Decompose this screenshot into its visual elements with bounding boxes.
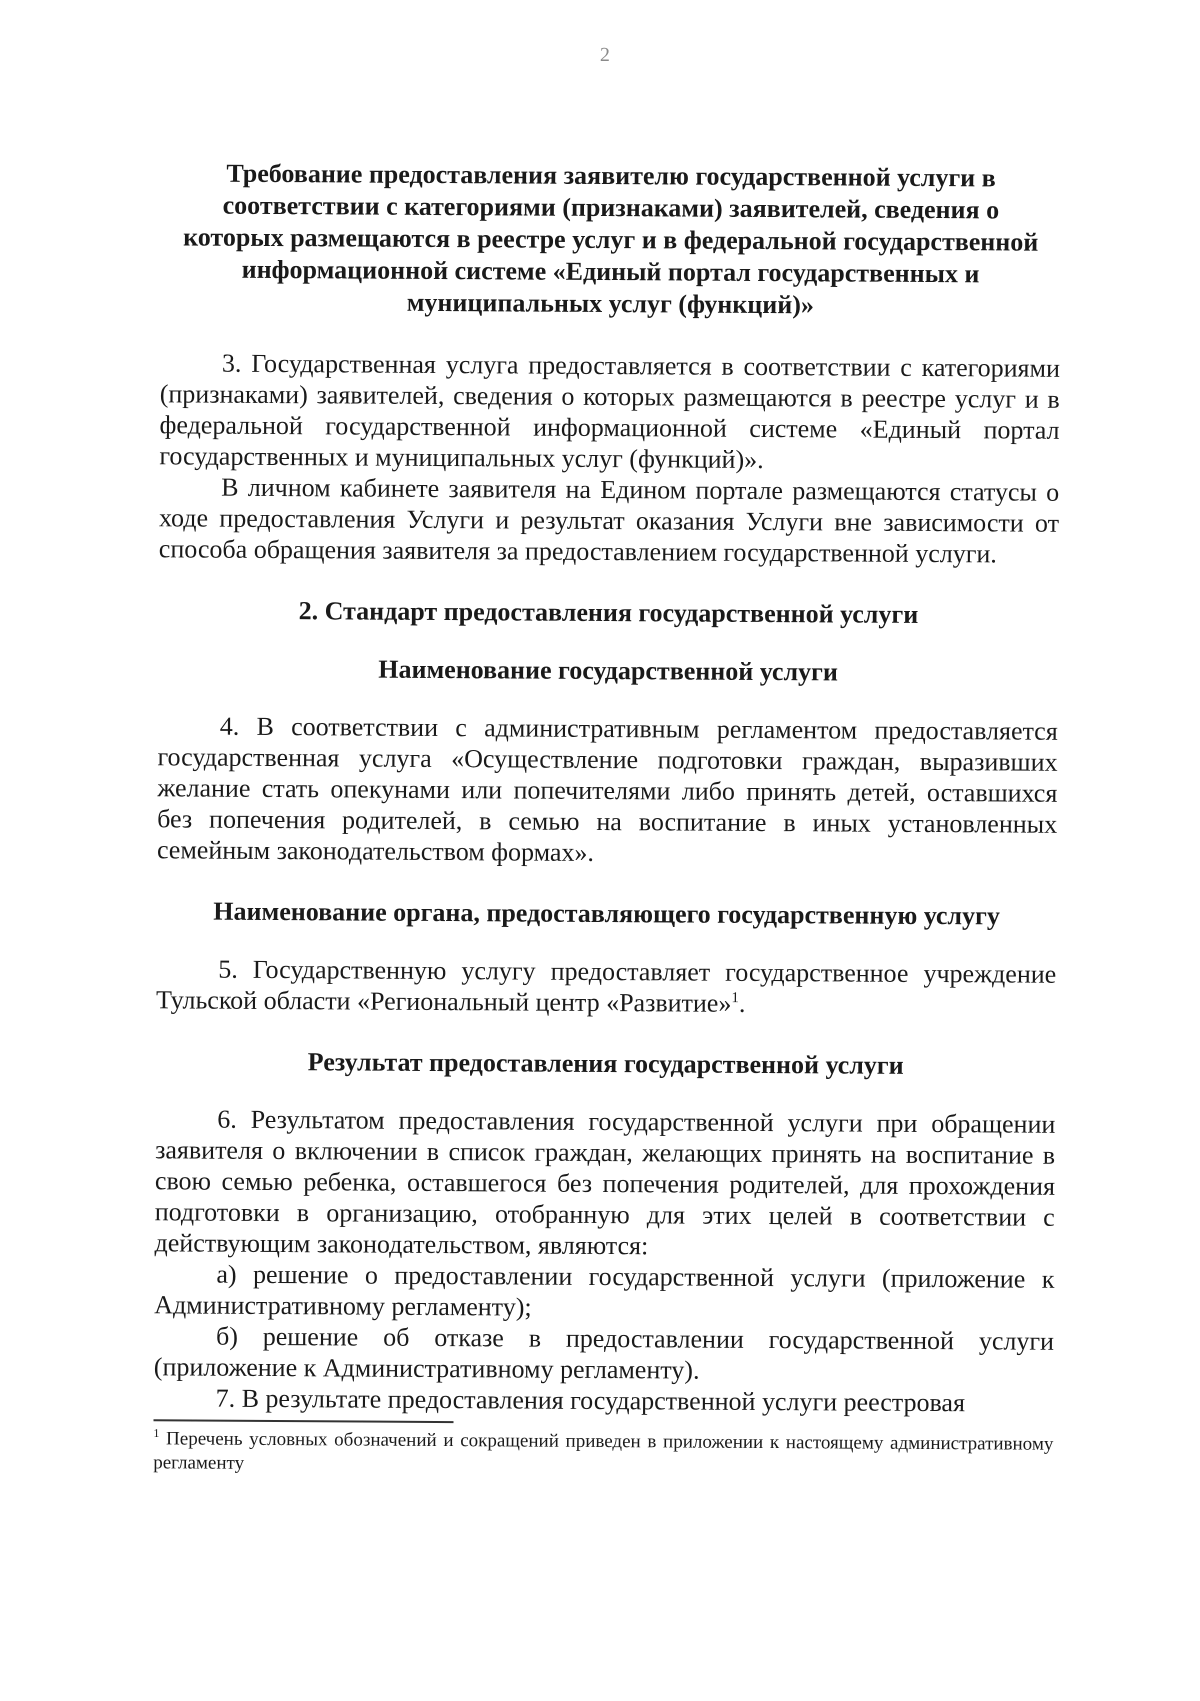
footnote-marker: 1: [153, 1425, 160, 1440]
heading-organ-name: Наименование органа, предоставляющего государственную услугу: [213, 896, 1000, 931]
document-content: [153, 157, 1061, 1480]
footnote-divider: [154, 1419, 454, 1423]
paragraph-5: [156, 953, 1056, 1020]
footnote: [153, 1427, 1053, 1480]
section-2-title: 2. Стандарт предоставления государственной услуги: [298, 596, 919, 629]
footnote-reference: 1: [731, 990, 739, 1007]
paragraph-3-continued: В личном кабинете заявителя на Едином портале размещаются статусы о ходе предоставления Услуги и результат оказания Услуги вне зависимости от способа обращения заявителя за предоставлением государственной услуги.: [158, 472, 1060, 569]
footnote-text: Перечень условных обозначений и сокращений приведен в приложении к настоящему административному регламенту: [153, 1428, 1054, 1474]
paragraph-7: 7. В результате предоставления государственной услуги реестровая: [215, 1383, 966, 1418]
paragraph-5-end: .: [738, 988, 746, 1018]
heading-service-name: Наименование государственной услуги: [378, 654, 838, 687]
main-title: Требование предоставления заявителю государственной услуги в соответствии с категориями (признаками) заявителей, сведения о которых размещаются в реестре услуг и в федеральной государственной информационной системе «Единый портал государственных и муниципальных услуг (функций)»: [183, 158, 1039, 320]
paragraph-6-a: а) решение о предоставлении государственной услуги (приложение к Административному регламенту);: [154, 1259, 1055, 1322]
paragraph-6: 6. Результатом предоставления государственной услуги при обращении заявителя о включении в список граждан, желающих принять на воспитание в свою семью ребенка, оставшегося без попечения родителей, для прохождения подготовки в организацию, отобранную для этих целей в соответствии с действующим законодательством, являются:: [154, 1104, 1056, 1261]
paragraph-5-text: 5. Государственную услугу предоставляет государственное учреждение Тульской области «Региональный центр «Развитие»: [155, 954, 1057, 1018]
paragraph-3: 3. Государственная услуга предоставляется в соответствии с категориями (признаками) заявителей, сведения о которых размещаются в реестре услуг и в федеральной государственной информационной системе «Единый портал государственных и муниципальных услуг (функций)».: [159, 348, 1061, 474]
paragraph-6-b: б) решение об отказе в предоставлении государственной услуги (приложение к Административному регламенту).: [153, 1321, 1055, 1385]
paragraph-4: 4. В соответствии с административным регламентом предоставляется государственная услуга «Осуществление подготовки граждан, выразивших желание стать опекунами или попечителями либо принять детей, оставшихся без попечения родителей, в семью на воспитание в иных установленных семейным законодательством формах».: [156, 711, 1058, 867]
heading-result: Результат предоставления государственной услуги: [307, 1047, 904, 1080]
page-number: 2: [599, 43, 610, 67]
